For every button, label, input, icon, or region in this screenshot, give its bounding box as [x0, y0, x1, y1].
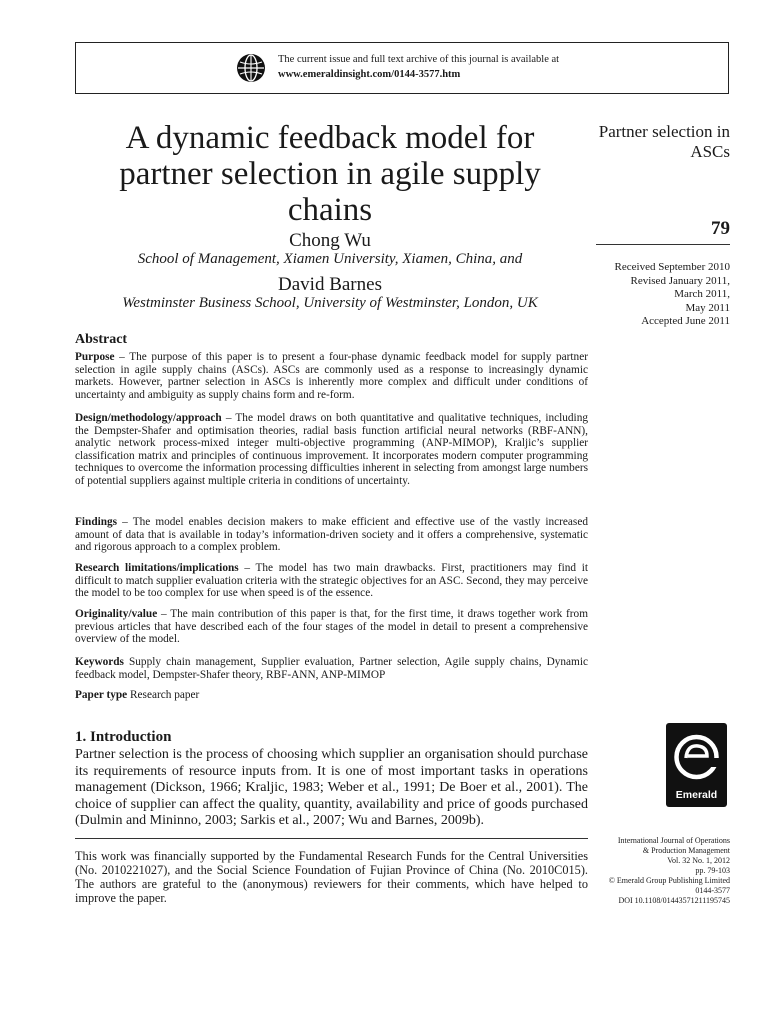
research-text: – The model has two main drawbacks. First, practitioners may find it difficult to match supplier evaluation criteria with the strategic objectives for an ASC. Second, they may perceive the model to be too complex for use when speed is of the essence.	[75, 562, 588, 600]
footnote-divider	[75, 838, 588, 839]
journal-info-line: & Production Management	[642, 846, 730, 855]
findings-text: – The model enables decision makers to make efficient and effective use of the vastly increased amount of data that is available in today’s information-driven society and it offers a comprehensive, systematic and rigorous approach to a complex problem.	[75, 516, 588, 554]
sidebar-divider	[596, 244, 730, 245]
abstract-findings	[75, 516, 588, 554]
archive-url-link[interactable]: www.emeraldinsight.com/0144-3577.htm	[278, 69, 461, 80]
article-title: A dynamic feedback model for partner selection in agile supply chains	[119, 120, 541, 228]
design-text: – The model draws on both quantitative and qualitative techniques, including the Dempster-Shafer and optimisation theories, radial basis function artificial neural networks (RBF-ANN), analytic network process-mixed integer multi-objective programming (ANP-MIMOP), Kraljic’s supplier classification matrix and principles of continuous improvement. It incorporates modern computer programming techniques to overcome the information processing difficulties inherent in selecting from amongst large numbers of potential suppliers against multiple criteria in conditions of uncertainty.	[75, 412, 588, 487]
introduction-body: Partner selection is the process of choosing which supplier an organisation should purchase its requirements of resource inputs from. It is one of most important tasks in operations management (Dickson, 1966; Kraljic, 1983; Weber et al., 1991; De Boer et al., 2001). The choice of supplier can affect the quality, quantity, availability and price of goods purchased (Dulmin and Mininno, 2003; Sarkis et al., 2007; Wu and Barnes, 2009b).	[75, 747, 588, 829]
research-label: Research limitations/implications	[75, 562, 239, 574]
author-name-2: David Barnes	[278, 274, 382, 295]
journal-info-line: pp. 79-103	[695, 866, 730, 875]
history-line: March 2011,	[674, 288, 730, 300]
design-label: Design/methodology/approach	[75, 412, 222, 424]
paper-type-text: Research paper	[127, 689, 200, 701]
originality-label: Originality/value	[75, 608, 158, 620]
abstract-keywords	[75, 656, 588, 681]
findings-label: Findings	[75, 516, 118, 528]
journal-citation	[540, 836, 730, 906]
page-number: 79	[711, 218, 730, 239]
history-line: Received September 2010	[614, 261, 730, 273]
archive-notice: The current issue and full text archive of this journal is available at	[278, 54, 560, 65]
originality-text: – The main contribution of this paper is that, for the first time, it draws together work from previous articles that have described each of the four stages of the model in detail to present a comprehensive overview of the model.	[75, 608, 588, 646]
globe-icon	[236, 53, 266, 83]
journal-archive-header	[75, 42, 729, 94]
history-line: Accepted June 2011	[641, 315, 730, 327]
abstract-originality	[75, 608, 588, 646]
abstract-research-limitations	[75, 562, 588, 600]
submission-history	[560, 261, 730, 329]
purpose-text: – The purpose of this paper is to present a four-phase dynamic feedback model for supply partner selection in agile supply chains (ASCs). ASCs are commonly used as a response to increasingly dynamic markets. However, partner selection in ASCs is inherently more complex and difficult under conditions of uncertainty and ambiguity as supply chains form and re-form.	[75, 351, 588, 401]
history-line: Revised January 2011,	[630, 274, 730, 287]
funding-footnote: This work was financially supported by the Fundamental Research Funds for the Central Universities (No. 2010221027), and the Social Science Foundation of Fujian Province of China (No. 2010C015). The authors are grateful to the (anonymous) reviewers for their comments, which have helped to improve the paper.	[75, 849, 588, 905]
running-title: Partner selection in ASCs	[598, 122, 730, 161]
journal-info-line: 0144-3577	[695, 886, 730, 895]
author-affiliation-2: Westminster Business School, University of Westminster, London, UK	[122, 295, 538, 311]
journal-info-line: © Emerald Group Publishing Limited	[608, 876, 730, 885]
author-name-1: Chong Wu	[289, 230, 371, 251]
journal-info-line: DOI 10.1108/01443571211195745	[618, 896, 730, 905]
emerald-logo-text: Emerald	[675, 789, 718, 801]
emerald-logo	[666, 723, 727, 807]
journal-info-line: Vol. 32 No. 1, 2012	[667, 856, 730, 865]
introduction-heading: 1. Introduction	[75, 729, 172, 745]
purpose-label: Purpose	[75, 351, 115, 363]
abstract-heading: Abstract	[75, 332, 128, 347]
abstract-purpose	[75, 351, 588, 401]
abstract-design	[75, 412, 588, 488]
abstract-paper-type	[75, 689, 588, 702]
emerald-swirl-icon	[666, 727, 727, 789]
paper-type-label: Paper type	[75, 689, 128, 701]
history-line: May 2011	[685, 301, 730, 314]
keywords-text: Supply chain management, Supplier evaluation, Partner selection, Agile supply chains, Dynamic feedback model, Dempster-Shafer theory, RBF-ANN, ANP-MIMOP	[75, 656, 588, 681]
keywords-label: Keywords	[75, 656, 124, 668]
journal-info-line: International Journal of Operations	[617, 836, 730, 845]
author-affiliation-1: School of Management, Xiamen University, Xiamen, China, and	[137, 251, 523, 267]
